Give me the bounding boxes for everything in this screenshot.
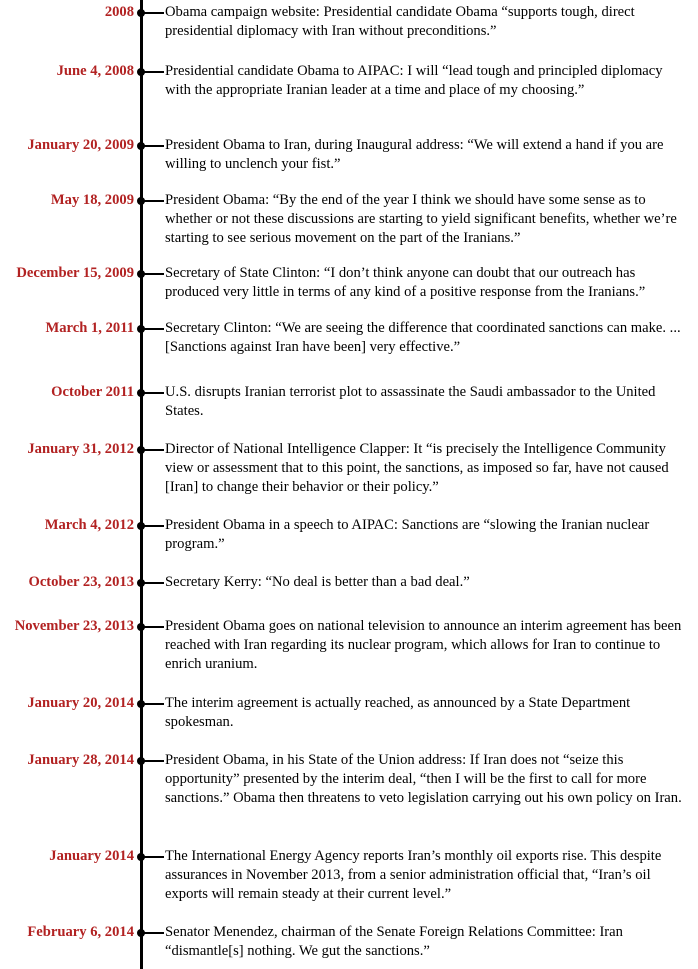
entry-text: Obama campaign website: Presidential candidate Obama “supports tough, direct presidential diplomacy with Iran without preconditions.” — [165, 4, 635, 39]
timeline-connector — [143, 273, 164, 275]
timeline-connector — [143, 392, 164, 394]
timeline-connector — [143, 71, 164, 73]
entry-date: January 28, 2014 — [27, 752, 134, 768]
entry-date: June 4, 2008 — [56, 63, 134, 79]
entry-date: March 4, 2012 — [44, 517, 134, 533]
entry-date: January 20, 2009 — [27, 137, 134, 153]
timeline-connector — [143, 932, 164, 934]
timeline-connector — [143, 856, 164, 858]
timeline-connector — [143, 703, 164, 705]
entry-date: January 20, 2014 — [27, 695, 134, 711]
entry-text: Secretary Kerry: “No deal is better than a bad deal.” — [165, 574, 470, 590]
entry-text: Secretary Clinton: “We are seeing the difference that coordinated sanctions can make. ... [Sanctions against Iran have been] very effective.” — [165, 320, 681, 355]
entry-text: The interim agreement is actually reached, as announced by a State Department spokesman. — [165, 695, 631, 730]
timeline-connector — [143, 12, 164, 14]
entry-date: February 6, 2014 — [27, 924, 134, 940]
entry-text: Presidential candidate Obama to AIPAC: I will “lead tough and principled diplomacy with the appropriate Iranian leader at a time and place of my choosing.” — [165, 63, 663, 98]
entry-date: March 1, 2011 — [45, 320, 134, 336]
entry-date: October 23, 2013 — [28, 574, 134, 590]
entry-text: President Obama: “By the end of the year I think we should have some sense as to whether or not these discussions are starting to yield significant benefits, whether we’re starting to see serious movement on the part of the Iranians.” — [165, 192, 677, 246]
entry-text: The International Energy Agency reports Iran’s monthly oil exports rise. This despite assurances in November 2013, from a senior administration official that, “Iran’s oil exports will remain steady at their current level.” — [165, 848, 662, 902]
entry-date: November 23, 2013 — [14, 618, 134, 634]
timeline-connector — [143, 328, 164, 330]
entry-text: President Obama in a speech to AIPAC: Sanctions are “slowing the Iranian nuclear program.” — [165, 517, 650, 552]
entry-text: Director of National Intelligence Clapper: It “is precisely the Intelligence Community view or assessment that to this point, the sanctions, as imposed so far, have not caused [Iran] to change their behavior or their policy.” — [165, 441, 669, 495]
entry-text: Senator Menendez, chairman of the Senate Foreign Relations Committee: Iran “dismantle[s] nothing. We gut the sanctions.” — [165, 924, 623, 959]
entry-text: President Obama goes on national television to announce an interim agreement has been reached with Iran regarding its nuclear program, which allows for Iran to continue to enrich uranium. — [165, 618, 682, 672]
timeline-connector — [143, 626, 164, 628]
timeline-connector — [143, 449, 164, 451]
entry-date: January 2014 — [49, 848, 134, 864]
entry-text: President Obama to Iran, during Inaugural address: “We will extend a hand if you are willing to unclench your fist.” — [165, 137, 664, 172]
timeline-connector — [143, 582, 164, 584]
entry-date: 2008 — [104, 4, 134, 20]
entry-text: Secretary of State Clinton: “I don’t think anyone can doubt that our outreach has produced very little in terms of any kind of a positive response from the Iranians.” — [165, 265, 646, 300]
timeline-connector — [143, 145, 164, 147]
timeline-connector — [143, 525, 164, 527]
timeline-connector — [143, 760, 164, 762]
timeline-connector — [143, 200, 164, 202]
entry-date: May 18, 2009 — [50, 192, 134, 208]
entry-text: President Obama, in his State of the Union address: If Iran does not “seize this opportunity” presented by the interim deal, “then I will be the first to call for more sanctions.” Obama then threatens to veto legislation carrying out his own policy on Iran. — [165, 752, 682, 806]
entry-text: U.S. disrupts Iranian terrorist plot to assassinate the Saudi ambassador to the United States. — [165, 384, 656, 419]
entry-date: January 31, 2012 — [27, 441, 134, 457]
entry-date: December 15, 2009 — [16, 265, 134, 281]
entry-date: October 2011 — [51, 384, 134, 400]
